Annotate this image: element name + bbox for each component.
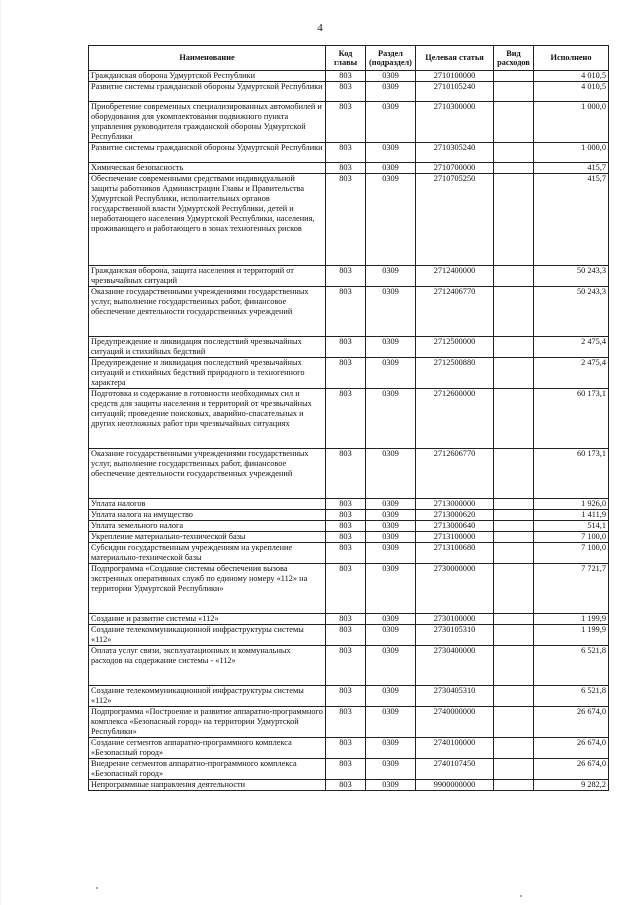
cell-section: 0309 [366,543,416,564]
cell-chapter: 803 [326,614,366,625]
cell-section: 0309 [366,780,416,791]
cell-chapter: 803 [326,163,366,174]
cell-chapter: 803 [326,543,366,564]
table-row [89,646,609,686]
cell-done: 9 282,2 [534,780,609,791]
header-done: Исполнено [534,46,609,71]
table-row [89,738,609,759]
cell-chapter: 803 [326,287,366,337]
cell-kind [494,510,534,521]
cell-done: 1 926,0 [534,499,609,510]
cell-kind [494,337,534,358]
cell-chapter: 803 [326,449,366,499]
cell-done: 6 521,8 [534,646,609,686]
cell-done: 415,7 [534,163,609,174]
table-row [89,564,609,614]
table-row [89,287,609,337]
cell-chapter: 803 [326,780,366,791]
cell-chapter: 803 [326,646,366,686]
cell-target: 2730105310 [416,625,494,646]
cell-done: 1 199,9 [534,614,609,625]
cell-kind [494,499,534,510]
table-row [89,337,609,358]
cell-chapter: 803 [326,625,366,646]
cell-target: 2712500000 [416,337,494,358]
cell-name: Оказание государственными учреждениями государственных услуг, выполнение государственных работ, финансовое обеспечение деятельности государственных учреждений [89,287,326,337]
cell-section: 0309 [366,358,416,389]
cell-chapter: 803 [326,564,366,614]
scan-speck [520,895,522,897]
cell-target: 2712600000 [416,389,494,449]
table-row [89,102,609,143]
table-row [89,71,609,82]
cell-target: 2730100000 [416,614,494,625]
cell-section: 0309 [366,510,416,521]
table-row [89,499,609,510]
cell-target: 9900000000 [416,780,494,791]
cell-done: 50 243,3 [534,266,609,287]
cell-done: 1 199,9 [534,625,609,646]
table-row [89,625,609,646]
cell-done: 26 674,0 [534,707,609,738]
cell-kind [494,543,534,564]
cell-kind [494,780,534,791]
cell-name: Создание телекоммуникационной инфраструктуры системы «112» [89,686,326,707]
cell-section: 0309 [366,759,416,780]
cell-target: 2740107450 [416,759,494,780]
table-row [89,780,609,791]
cell-name: Создание сегментов аппаратно-программного комплекса «Безопасный город» [89,738,326,759]
cell-kind [494,358,534,389]
cell-section: 0309 [366,71,416,82]
cell-section: 0309 [366,564,416,614]
cell-kind [494,532,534,543]
table-row [89,174,609,266]
cell-name: Гражданская оборона, защита населения и территорий от чрезвычайных ситуаций [89,266,326,287]
cell-name: Создание телекоммуникационной инфраструктуры системы «112» [89,625,326,646]
cell-kind [494,266,534,287]
cell-kind [494,564,534,614]
cell-chapter: 803 [326,510,366,521]
cell-target: 2710305240 [416,143,494,163]
cell-chapter: 803 [326,738,366,759]
cell-section: 0309 [366,389,416,449]
cell-name: Оплата услуг связи, эксплуатационных и коммунальных расходов на содержание системы - «112» [89,646,326,686]
cell-kind [494,71,534,82]
cell-chapter: 803 [326,358,366,389]
cell-kind [494,143,534,163]
cell-target: 2740100000 [416,738,494,759]
cell-target: 2740000000 [416,707,494,738]
cell-name: Предупреждение и ликвидация последствий чрезвычайных ситуаций и стихийных бедствий [89,337,326,358]
cell-name: Химическая безопасность [89,163,326,174]
cell-section: 0309 [366,143,416,163]
cell-done: 1 000,0 [534,143,609,163]
table-row [89,532,609,543]
table-body [89,71,609,791]
cell-name: Развитие системы гражданской обороны Удмуртской Республики [89,82,326,102]
cell-chapter: 803 [326,143,366,163]
cell-kind [494,449,534,499]
cell-kind [494,163,534,174]
cell-section: 0309 [366,707,416,738]
cell-target: 2730400000 [416,646,494,686]
cell-done: 514,1 [534,521,609,532]
cell-chapter: 803 [326,389,366,449]
cell-name: Создание и развитие системы «112» [89,614,326,625]
cell-kind [494,174,534,266]
cell-target: 2713100680 [416,543,494,564]
cell-name: Внедрение сегментов аппаратно-программного комплекса «Безопасный город» [89,759,326,780]
cell-section: 0309 [366,614,416,625]
cell-kind [494,287,534,337]
cell-kind [494,82,534,102]
cell-kind [494,389,534,449]
cell-section: 0309 [366,521,416,532]
table-row [89,510,609,521]
cell-name: Подготовка и содержание в готовности необходимых сил и средств для защиты населения и территорий от чрезвычайных ситуаций; проведение поисковых, аварийно-спасательных и других неотложных работ при чрезвычайных ситуациях [89,389,326,449]
table-row [89,543,609,564]
cell-done: 7 100,0 [534,532,609,543]
cell-chapter: 803 [326,686,366,707]
cell-section: 0309 [366,337,416,358]
cell-name: Субсидии государственным учреждениям на укрепление материально-технической базы [89,543,326,564]
cell-section: 0309 [366,532,416,543]
cell-done: 7 721,7 [534,564,609,614]
table-row [89,163,609,174]
cell-section: 0309 [366,266,416,287]
cell-kind [494,625,534,646]
cell-kind [494,646,534,686]
header-target: Целевая статья [416,46,494,71]
cell-name: Укрепление материально-технической базы [89,532,326,543]
table-row [89,266,609,287]
cell-done: 50 243,3 [534,287,609,337]
cell-name: Развитие системы гражданской обороны Удмуртской Республики [89,143,326,163]
cell-done: 1 411,9 [534,510,609,521]
cell-name: Уплата земельного налога [89,521,326,532]
cell-target: 2730000000 [416,564,494,614]
cell-done: 4 010,5 [534,71,609,82]
page-number: 4 [317,22,323,34]
cell-done: 26 674,0 [534,759,609,780]
table-row [89,143,609,163]
cell-target: 2710100000 [416,71,494,82]
cell-target: 2712406770 [416,287,494,337]
table-row [89,759,609,780]
cell-chapter: 803 [326,759,366,780]
cell-chapter: 803 [326,532,366,543]
cell-chapter: 803 [326,102,366,143]
cell-chapter: 803 [326,71,366,82]
table-row [89,614,609,625]
cell-done: 7 100,0 [534,543,609,564]
cell-kind [494,759,534,780]
cell-kind [494,686,534,707]
budget-table [88,45,609,791]
table-row [89,82,609,102]
cell-target: 2713000640 [416,521,494,532]
cell-target: 2713100000 [416,532,494,543]
cell-section: 0309 [366,449,416,499]
cell-name: Уплата налога на имущество [89,510,326,521]
cell-chapter: 803 [326,499,366,510]
cell-chapter: 803 [326,82,366,102]
header-chapter: Код главы [326,46,366,71]
cell-done: 1 000,0 [534,102,609,143]
table-row [89,449,609,499]
table-row [89,389,609,449]
cell-kind [494,102,534,143]
table-row [89,686,609,707]
cell-target: 2710105240 [416,82,494,102]
cell-section: 0309 [366,738,416,759]
cell-name: Непрограммные направления деятельности [89,780,326,791]
cell-target: 2713000000 [416,499,494,510]
cell-name: Гражданская оборона Удмуртской Республики [89,71,326,82]
header-section: Раздел (подраздел) [366,46,416,71]
cell-done: 6 521,8 [534,686,609,707]
cell-section: 0309 [366,174,416,266]
cell-chapter: 803 [326,521,366,532]
scan-edge [0,0,1,905]
cell-target: 2710300000 [416,102,494,143]
header-kind: Вид расходов [494,46,534,71]
cell-name: Оказание государственными учреждениями государственных услуг, выполнение государственных работ, финансовое обеспечение деятельности государственных учреждений [89,449,326,499]
cell-kind [494,614,534,625]
cell-kind [494,738,534,759]
cell-section: 0309 [366,499,416,510]
table-row [89,358,609,389]
cell-name: Подпрограмма «Построение и развитие аппаратно-программного комплекса «Безопасный город» на территории Удмуртской Республики» [89,707,326,738]
cell-done: 60 173,1 [534,449,609,499]
cell-section: 0309 [366,646,416,686]
cell-kind [494,521,534,532]
table-header-row [89,46,609,71]
cell-name: Предупреждение и ликвидация последствий чрезвычайных ситуаций и стихийных бедствий природного и техногенного характера [89,358,326,389]
cell-section: 0309 [366,163,416,174]
cell-target: 2712400000 [416,266,494,287]
cell-target: 2712606770 [416,449,494,499]
cell-chapter: 803 [326,707,366,738]
cell-name: Приобретение современных специализированных автомобилей и оборудования для укомплектования подвижного пункта управления руководителя гражданской обороны Удмуртской Республики [89,102,326,143]
cell-target: 2710700000 [416,163,494,174]
cell-kind [494,707,534,738]
cell-name: Обеспечение современными средствами индивидуальной защиты работников Администрации Главы и Правительства Удмуртской Республики, исполнительных органов государственной власти Удмуртской Республики, детей и неработающего населения Удмуртской Республики, населения, проживающего и работающего в зонах техногенных рисков [89,174,326,266]
cell-done: 4 010,5 [534,82,609,102]
cell-name: Подпрограмма «Создание системы обеспечения вызова экстренных оперативных служб по единому номеру «112» на территории Удмуртской Республики» [89,564,326,614]
cell-chapter: 803 [326,337,366,358]
cell-section: 0309 [366,625,416,646]
scan-speck [96,887,98,889]
cell-done: 415,7 [534,174,609,266]
table-row [89,521,609,532]
cell-done: 60 173,1 [534,389,609,449]
cell-target: 2712500880 [416,358,494,389]
cell-section: 0309 [366,287,416,337]
cell-section: 0309 [366,82,416,102]
cell-done: 2 475,4 [534,358,609,389]
header-name: Наименование [89,46,326,71]
cell-chapter: 803 [326,266,366,287]
cell-section: 0309 [366,102,416,143]
cell-name: Уплата налогов [89,499,326,510]
cell-target: 2730405310 [416,686,494,707]
cell-section: 0309 [366,686,416,707]
cell-target: 2710705250 [416,174,494,266]
cell-done: 26 674,0 [534,738,609,759]
cell-chapter: 803 [326,174,366,266]
table-row [89,707,609,738]
cell-done: 2 475,4 [534,337,609,358]
cell-target: 2713000620 [416,510,494,521]
